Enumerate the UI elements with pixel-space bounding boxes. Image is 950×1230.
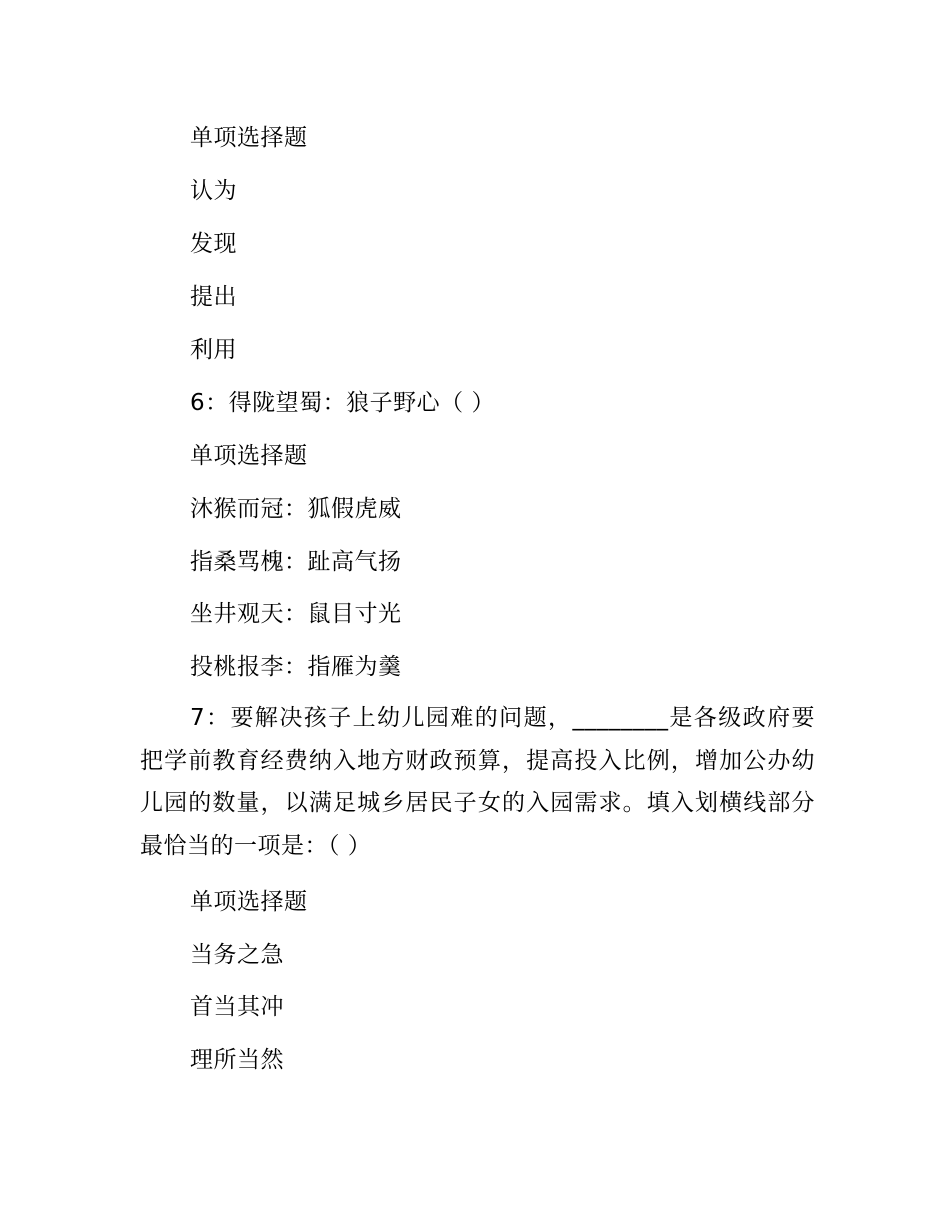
question-type-label: 单项选择题 <box>190 125 308 151</box>
option-item: 沐猴而冠：狐假虎威 <box>190 496 402 522</box>
option-item: 当务之急 <box>190 942 284 968</box>
option-item: 提出 <box>190 284 237 310</box>
option-item: 利用 <box>190 337 237 363</box>
question-type-label: 单项选择题 <box>190 443 308 469</box>
question-stem: 6：得陇望蜀：狼子野心（ ） <box>190 390 495 416</box>
option-item: 首当其冲 <box>190 994 284 1020</box>
option-item: 投桃报李：指雁为羹 <box>190 654 402 680</box>
option-item: 发现 <box>190 231 237 257</box>
option-item: 理所当然 <box>190 1047 284 1073</box>
option-item: 坐井观天：鼠目寸光 <box>190 601 402 627</box>
question-stem: 7：要解决孩子上幼儿园难的问题，________是各级政府要把学前教育经费纳入地方财政预算，提高投入比例，增加公办幼儿园的数量，以满足城乡居民子女的入园需求。填入划横线部分最恰当的一项是：（ ） <box>140 705 815 859</box>
option-item: 指桑骂槐：趾高气扬 <box>190 549 402 575</box>
option-item: 认为 <box>190 178 237 204</box>
question-type-label: 单项选择题 <box>190 889 308 915</box>
